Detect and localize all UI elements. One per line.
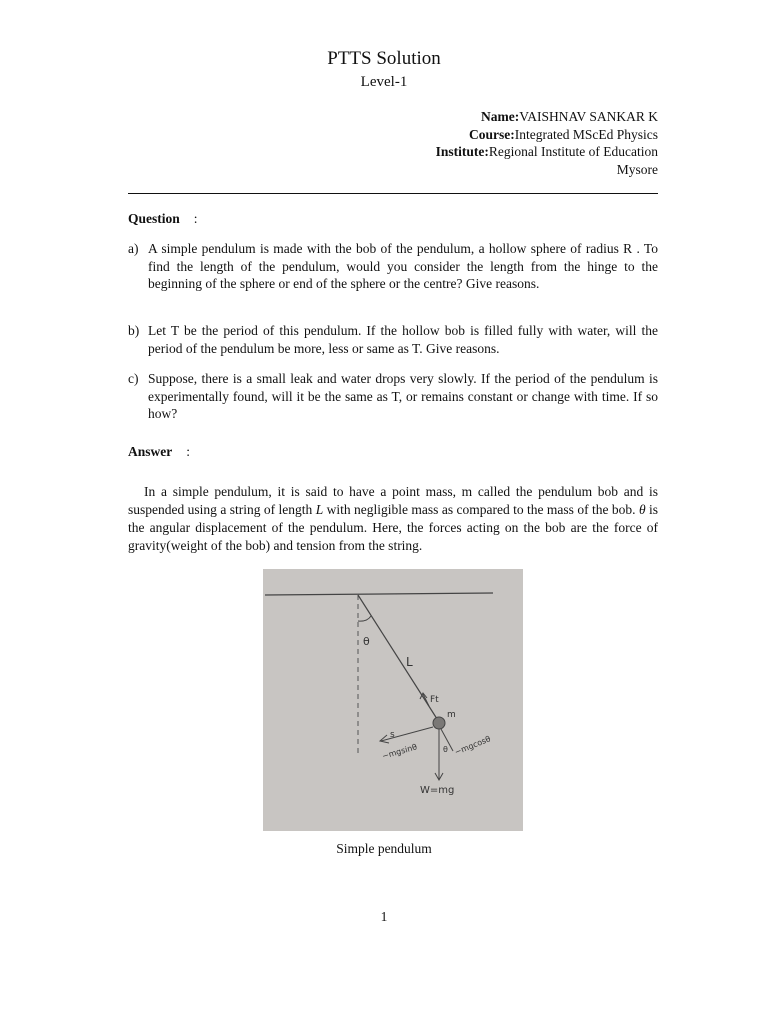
name-line — [436, 108, 658, 126]
institute-city: Mysore — [616, 161, 658, 177]
label-s: s — [390, 730, 395, 740]
label-weight: W=mg — [420, 785, 455, 796]
label-mass: m — [447, 710, 456, 720]
header-divider — [128, 193, 658, 194]
label-mgsin: −mgsinθ — [381, 742, 419, 761]
answer-var-length: L — [315, 502, 324, 517]
answer-heading — [128, 444, 190, 460]
question-heading — [128, 211, 198, 227]
institute-line — [436, 143, 658, 161]
page-number: 1 — [380, 909, 388, 924]
answer-text-3: is the angular displacement of the pendulum. Here, the forces acting on the bob are the force of gravity(weight of the bob) and tension from the string. — [128, 502, 658, 553]
label-tension: Ft — [430, 695, 439, 705]
name-label: Name: — [480, 109, 520, 124]
figure-caption: Simple pendulum — [336, 841, 432, 856]
answer-text-2: with negligible mass as compared to the mass of the bob. — [323, 502, 639, 517]
pendulum-figure — [263, 569, 523, 831]
answer-var-theta: θ — [638, 502, 646, 517]
question-item-text: Let T be the period of this pendulum. If the hollow bob is filled fully with water, will the period of the pendulum be more, less or same as T. Give reasons. — [148, 323, 658, 356]
question-item-c — [128, 370, 658, 423]
answer-paragraph — [128, 483, 658, 555]
answer-heading-label: Answer — [128, 444, 173, 459]
question-item-text: A simple pendulum is made with the bob of the pendulum, a hollow sphere of radius R . To find the length of the pendulum, would you consider the length from the hinge to the beginning of the sphere or end of the sphere or the centre? Give reasons. — [148, 241, 658, 291]
course-line — [436, 126, 658, 144]
question-heading-label: Question — [128, 211, 180, 226]
figure-background — [263, 569, 523, 831]
label-length: L — [406, 655, 413, 669]
institute-value: Regional Institute of Education — [488, 144, 658, 159]
question-item-b — [128, 322, 658, 357]
question-item-label: c) — [128, 371, 139, 386]
course-value: Integrated MScEd Physics — [514, 126, 658, 142]
answer-heading-colon: : — [186, 444, 191, 459]
question-heading-colon: : — [193, 211, 198, 226]
question-item-label: a) — [128, 241, 139, 256]
label-theta-bob: θ — [443, 745, 448, 754]
author-info — [436, 108, 658, 178]
answer-text-1: In a simple pendulum, it is said to have a point mass, m called the pendulum bob and is suspended using a string of length — [128, 484, 658, 517]
document-title: PTTS Solution — [327, 48, 441, 69]
label-mgcos: −mgcosθ — [453, 734, 492, 757]
course-label: Course: — [469, 126, 515, 142]
question-item-label: b) — [128, 323, 140, 338]
pendulum-diagram — [263, 569, 523, 831]
question-item-a — [128, 240, 658, 293]
document-subtitle: Level-1 — [360, 74, 408, 90]
name-value: VAISHNAV SANKAR K — [519, 109, 658, 124]
pendulum-bob — [433, 717, 445, 729]
institute-label: Institute: — [435, 144, 489, 159]
question-item-text: Suppose, there is a small leak and water drops very slowly. If the period of the pendulum is experimentally found, will it be the same as T, or remains constant or change with time. If so how? — [148, 371, 658, 421]
label-theta-top: θ — [363, 635, 370, 648]
